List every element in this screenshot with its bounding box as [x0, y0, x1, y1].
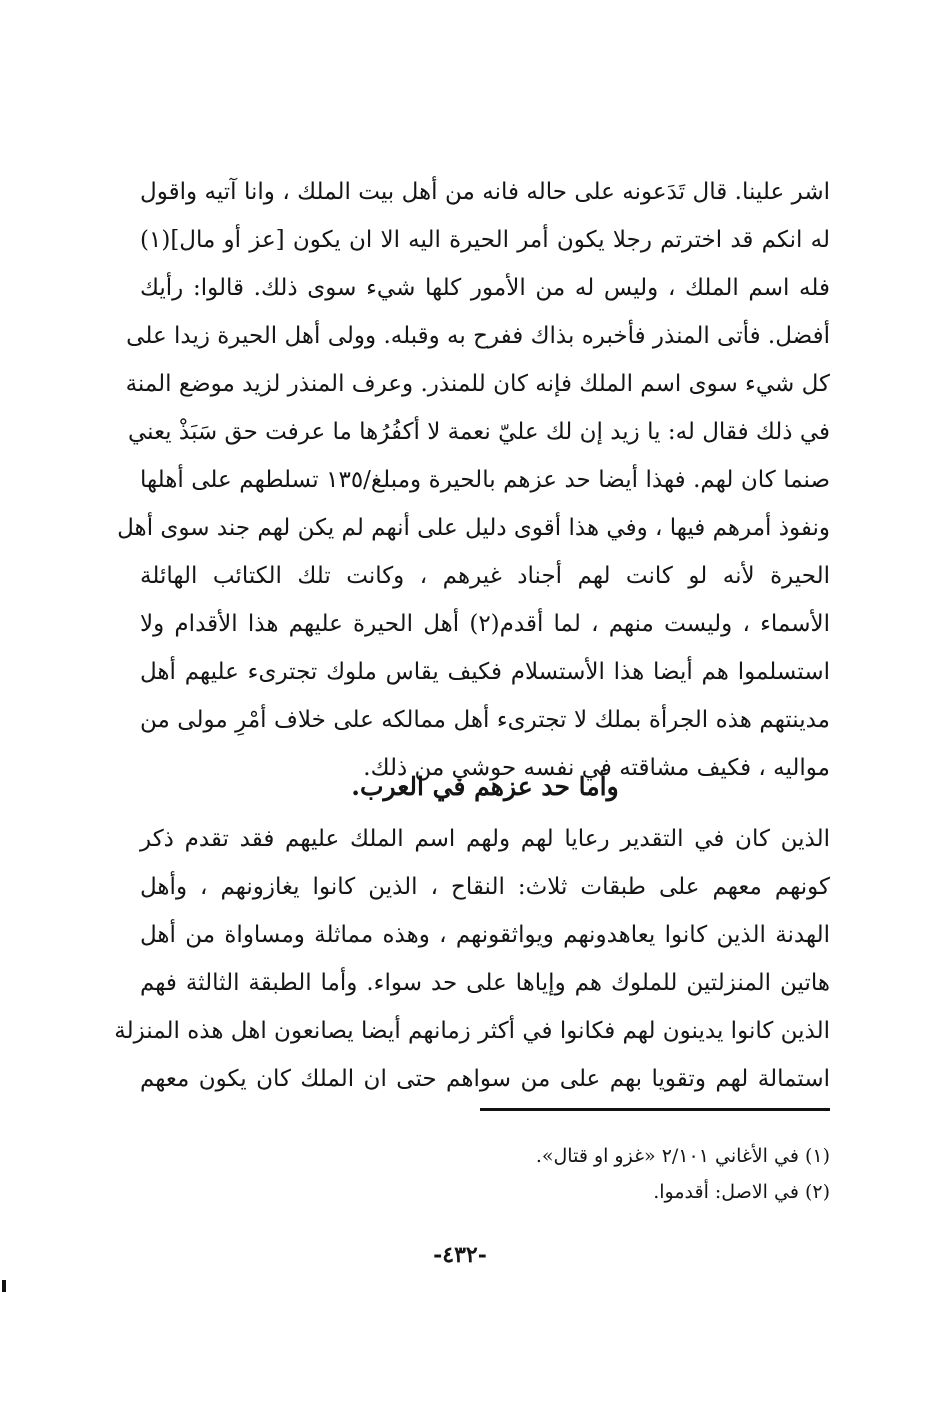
page-number: -٤٣٢-: [433, 1242, 487, 1268]
scan-mark: [2, 1280, 6, 1292]
text-line: الحيرة لأنه لو كانت لهم أجناد غيرهم ، وكانت تلك الكتائب الهائلة: [140, 563, 830, 589]
text-line: اشر علينا. قال تَدَعونه على حاله فانه من أهل بيت الملك ، وانا آتيه واقول: [140, 179, 830, 205]
text-line: كل شيء سوى اسم الملك فإنه كان للمنذر. وعرف المنذر لزيد موضع المنة: [125, 371, 830, 397]
text-line: استسلموا هم أيضا هذا الأستسلام فكيف يقاس ملوك تجترىء عليهم أهل: [140, 659, 830, 685]
main-paragraph: [117, 168, 830, 792]
text-line: له انكم قد اخترتم رجلا يكون أمر الحيرة اليه الا ان يكون [عز أو مال](١): [140, 227, 830, 253]
text-line: استمالة لهم وتقويا بهم على من سواهم حتى ان الملك كان يكون معهم: [140, 1066, 830, 1092]
section-paragraph: [114, 815, 830, 1103]
footnote-divider: [480, 1108, 830, 1111]
text-line: في ذلك فقال له: يا زيد إن لك عليّ نعمة لا أكفُرُها ما عرفت حق سَبَذْ يعني: [127, 419, 830, 445]
text-line: الهدنة الذين كانوا يعاهدونهم ويواثقونهم ، وهذه مماثلة ومساواة من أهل: [140, 922, 830, 948]
text-line: أفضل. فأتى المنذر فأخبره بذاك ففرح به وقبله. وولى أهل الحيرة زيدا على: [126, 323, 830, 349]
footnotes: [140, 1138, 830, 1210]
text-line: صنما كان لهم. فهذا أيضا حد عزهم بالحيرة ومبلغ/١٣٥ تسلطهم على أهلها: [140, 467, 830, 493]
text-line: الأسماء ، وليست منهم ، لما أقدم(٢) أهل الحيرة عليهم هذا الأقدام ولا: [140, 611, 830, 637]
section-heading: وأما حد عزهم في العرب.: [351, 772, 619, 801]
text-line: مدينتهم هذه الجرأة بملك لا تجترىء أهل ممالكه على خلاف أمْرِ مولى من: [140, 707, 830, 733]
text-line: ونفوذ أمرهم فيها ، وفي هذا أقوى دليل على أنهم لم يكن لهم جند سوى أهل: [117, 515, 830, 541]
text-line: كونهم معهم على طبقات ثلاث: النقاح ، الذين كانوا يغازونهم ، وأهل: [140, 874, 830, 900]
text-line: فله اسم الملك ، وليس له من الأمور كلها شيء سوى ذلك. قالوا: رأيك: [140, 275, 830, 301]
footnote-2: (٢) في الاصل: أقدموا.: [653, 1181, 830, 1203]
section-heading-container: [140, 763, 830, 811]
text-line: الذين كانوا يدينون لهم فكانوا في أكثر زمانهم أيضا يصانعون اهل هذه المنزلة: [114, 1018, 830, 1044]
text-line: مواليه ، فكيف مشاقته في نفسه حوشي من ذلك.: [363, 755, 830, 781]
footnote-1: (١) في الأغاني ٢/١٠١ «غزو او قتال».: [535, 1145, 830, 1167]
text-line: الذين كان في التقدير رعايا لهم ولهم اسم الملك عليهم فقد تقدم ذكر: [140, 826, 830, 852]
text-line: هاتين المنزلتين للملوك هم وإياها على حد سواء. وأما الطبقة الثالثة فهم: [140, 970, 830, 996]
